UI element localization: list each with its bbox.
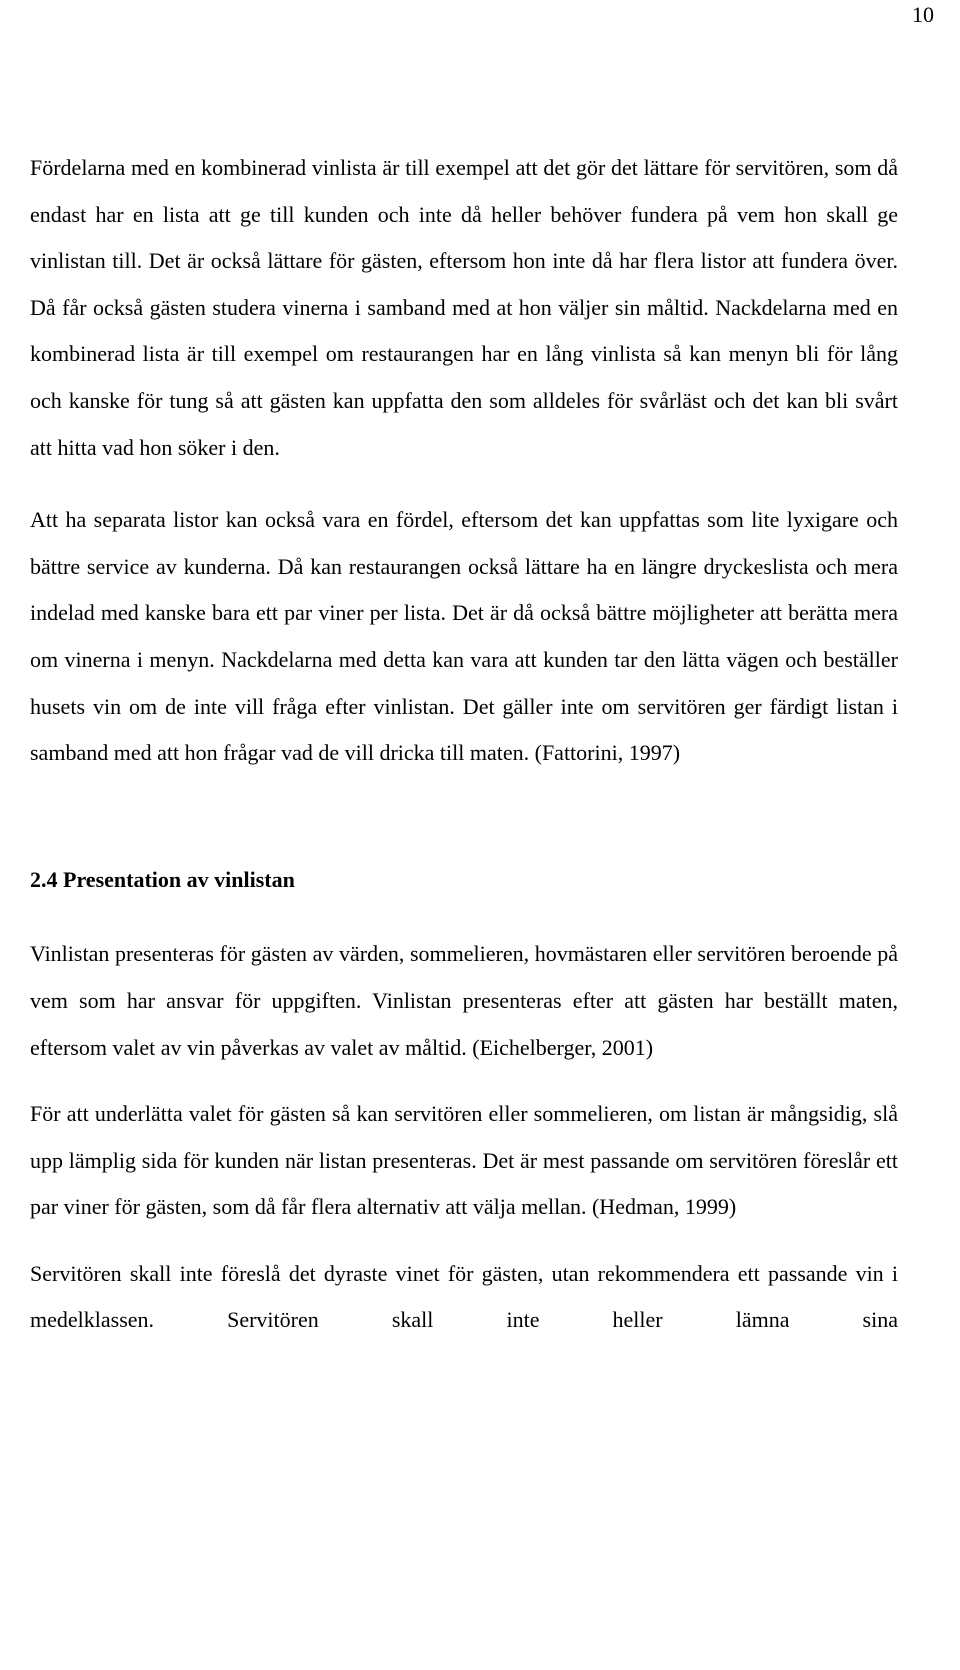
paragraph-presentation: Vinlistan presenteras för gästen av värden, sommelieren, hovmästaren eller servitören beroende på vem som har ansvar för uppgiften. Vinlistan presenteras efter att gästen har beställt maten, eftersom valet av vin påverkas av valet av måltid. (Eichelberger, 2001)	[30, 941, 898, 1060]
paragraph-combined-list: Fördelarna med en kombinerad vinlista är till exempel att det gör det lättare för servitören, som då endast har en lista att ge till kunden och inte då heller behöver fundera på vem hon skall ge vinlistan till. Det är också lättare för gästen, eftersom hon inte då har flera listor att fundera över. Då får också gästen studera vinerna i samband med at hon väljer sin måltid. Nackdelarna med en kombinerad lista är till exempel om restaurangen har en lång vinlista så kan menyn bli för lång och kanske för tung så att gästen kan uppfatta den som alldeles för svårläst och det kan bli svårt att hitta vad hon söker i den.	[30, 155, 898, 460]
paragraph-facilitate-choice: För att underlätta valet för gästen så kan servitören eller sommelieren, om listan är mångsidig, slå upp lämplig sida för kunden när listan presenteras. Det är mest passande om servitören föreslår ett par viner för gästen, som då får flera alternativ att välja mellan. (Hedman, 1999)	[30, 1101, 898, 1220]
page-number: 10	[912, 2, 934, 27]
paragraph-recommendation: Servitören skall inte föreslå det dyraste vinet för gästen, utan rekommendera ett passande vin i medelklassen. Servitören skall inte heller lämna sina	[30, 1260, 898, 1333]
document-body	[30, 145, 898, 1344]
paragraph-separate-lists: Att ha separata listor kan också vara en fördel, eftersom det kan uppfattas som lite lyxigare och bättre service av kunderna. Då kan restaurangen också lättare ha en längre dryckeslista och mera indelad med kanske bara ett par viner per lista. Det är då också bättre möjligheter att berätta mera om vinerna i menyn. Nackdelarna med detta kan vara att kunden tar den lätta vägen och beställer husets vin om de inte vill fråga efter vinlistan. Det gäller inte om servitören ger färdigt listan i samband med att hon frågar vad de vill dricka till maten. (Fattorini, 1997)	[30, 507, 898, 766]
section-heading: 2.4 Presentation av vinlistan	[30, 866, 295, 892]
